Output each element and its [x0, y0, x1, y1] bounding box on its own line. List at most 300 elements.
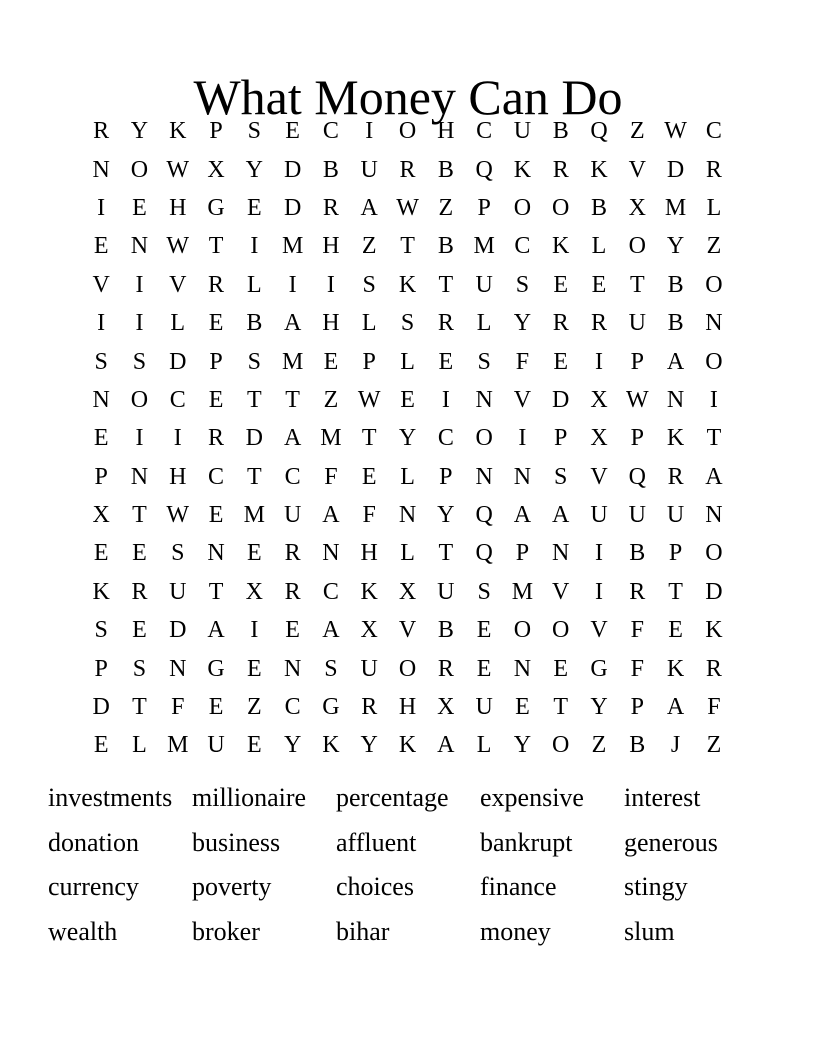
grid-letter: I [250, 617, 259, 644]
grid-letter: O [398, 655, 417, 682]
grid-letter: Q [628, 463, 646, 490]
grid-letter: Z [629, 118, 645, 145]
word-list-item: slum [624, 916, 675, 946]
word-list-item: business [192, 827, 281, 857]
grid-letter: Y [590, 694, 608, 721]
grid-letter: I [135, 425, 144, 452]
grid-letter: Z [438, 194, 454, 221]
grid-letter: F [707, 694, 721, 721]
word-list-item: finance [480, 872, 557, 902]
grid-letter: R [322, 194, 339, 221]
word-list-item: money [480, 916, 551, 946]
grid-letter: K [666, 655, 685, 682]
grid-letter: V [92, 271, 110, 298]
grid-letter: E [208, 694, 224, 721]
grid-letter: K [92, 578, 110, 605]
word-list-item: investments [48, 783, 173, 812]
grid-letter: W [664, 118, 687, 145]
grid-letter: U [628, 502, 646, 529]
grid-letter: R [93, 118, 110, 145]
grid-letter: S [324, 655, 338, 682]
grid-letter: C [322, 118, 339, 145]
grid-letter: A [552, 502, 570, 529]
grid-row [82, 381, 733, 419]
word-list-item: poverty [192, 872, 272, 902]
grid-letter: O [130, 386, 149, 413]
grid-row [82, 227, 733, 265]
grid-letter: L [170, 310, 186, 337]
grid-letter: C [284, 463, 301, 490]
grid-letter: B [629, 540, 646, 567]
grid-letter: R [284, 578, 301, 605]
grid-letter: V [590, 463, 608, 490]
grid-letter: R [131, 578, 148, 605]
grid-letter: S [94, 348, 108, 375]
grid-letter: H [322, 310, 340, 337]
grid-letter: Y [513, 732, 532, 759]
grid-letter: M [473, 233, 495, 260]
grid-letter: N [92, 386, 110, 413]
grid-letter: Y [130, 118, 149, 145]
grid-letter: P [630, 425, 644, 452]
grid-letter: A [513, 502, 532, 529]
grid-letter: E [132, 617, 147, 644]
grid-letter: X [590, 386, 608, 413]
grid-letter: U [169, 578, 187, 605]
grid-letter: K [360, 578, 378, 605]
grid-letter: E [553, 271, 569, 298]
grid-row [82, 688, 733, 726]
grid-letter: D [169, 617, 187, 644]
grid-letter: C [476, 118, 493, 145]
grid-letter: T [438, 540, 454, 567]
grid-letter: B [591, 194, 608, 221]
word-list [48, 778, 778, 956]
grid-letter: C [284, 694, 301, 721]
grid-row [82, 150, 733, 188]
grid-letter: S [132, 348, 147, 375]
grid-letter: E [361, 463, 377, 490]
grid-letter: O [705, 348, 723, 375]
word-list-item: percentage [336, 783, 449, 812]
grid-letter: G [207, 194, 225, 221]
letter-grid [82, 112, 733, 765]
grid-letter: D [245, 425, 263, 452]
grid-letter: R [705, 655, 722, 682]
grid-letter: F [324, 463, 338, 490]
grid-letter: R [591, 310, 608, 337]
word-list-item: affluent [336, 827, 417, 857]
grid-letter: U [666, 502, 685, 529]
grid-letter: E [553, 348, 569, 375]
grid-letter: E [93, 732, 109, 759]
grid-letter: P [630, 348, 644, 375]
grid-letter: E [208, 310, 224, 337]
grid-letter: Q [475, 156, 493, 183]
grid-letter: P [630, 694, 644, 721]
grid-letter: F [515, 348, 530, 375]
grid-letter: O [398, 118, 417, 145]
grid-letter: G [590, 655, 608, 682]
grid-letter: I [135, 310, 144, 337]
grid-letter: W [166, 502, 190, 529]
grid-letter: F [630, 617, 644, 644]
grid-letter: V [169, 271, 187, 298]
word-list-item: generous [624, 827, 718, 857]
grid-letter: B [437, 617, 454, 644]
grid-letter: N [705, 502, 723, 529]
grid-letter: A [322, 617, 340, 644]
grid-letter: H [169, 194, 187, 221]
grid-letter: A [283, 425, 302, 452]
grid-letter: N [283, 655, 302, 682]
grid-letter: B [629, 732, 646, 759]
grid-letter: A [207, 617, 225, 644]
grid-letter: H [322, 233, 340, 260]
grid-letter: C [437, 425, 454, 452]
grid-letter: E [247, 732, 262, 759]
grid-letter: B [552, 118, 569, 145]
grid-letter: I [97, 194, 106, 221]
grid-letter: E [515, 694, 530, 721]
grid-letter: H [360, 540, 378, 567]
grid-letter: D [92, 694, 110, 721]
grid-letter: E [400, 386, 415, 413]
grid-letter: K [513, 156, 532, 183]
grid-letter: T [285, 386, 300, 413]
grid-letter: L [132, 732, 147, 759]
grid-letter: Z [361, 233, 377, 260]
grid-letter: R [361, 694, 378, 721]
grid-letter: S [247, 118, 262, 145]
grid-letter: O [552, 732, 570, 759]
grid-letter: N [322, 540, 340, 567]
grid-letter: N [513, 655, 532, 682]
grid-letter: L [476, 732, 492, 759]
grid-letter: A [666, 694, 685, 721]
grid-letter: X [245, 578, 263, 605]
grid-letter: R [284, 540, 301, 567]
grid-letter: T [706, 425, 722, 452]
grid-letter: E [208, 386, 224, 413]
grid-letter: S [171, 540, 185, 567]
grid-letter: X [628, 194, 646, 221]
grid-letter: U [513, 118, 532, 145]
grid-letter: R [399, 156, 416, 183]
grid-letter: X [92, 502, 110, 529]
grid-letter: K [398, 271, 417, 298]
grid-letter: I [595, 578, 603, 605]
grid-row [82, 189, 733, 227]
grid-letter: E [247, 540, 262, 567]
word-list-item: broker [192, 916, 260, 946]
grid-letter: C [322, 578, 339, 605]
grid-row [82, 611, 733, 649]
grid-letter: O [705, 540, 723, 567]
grid-letter: E [438, 348, 454, 375]
grid-letter: V [513, 386, 532, 413]
grid-letter: J [670, 732, 681, 759]
grid-letter: S [247, 348, 262, 375]
grid-letter: S [362, 271, 376, 298]
grid-letter: E [93, 425, 109, 452]
grid-letter: I [518, 425, 527, 452]
grid-letter: U [360, 156, 378, 183]
grid-letter: I [326, 271, 335, 298]
grid-letter: N [552, 540, 570, 567]
word-list-item: stingy [624, 872, 688, 902]
grid-letter: T [132, 502, 147, 529]
grid-letter: O [475, 425, 493, 452]
grid-letter: K [322, 732, 340, 759]
grid-letter: K [705, 617, 723, 644]
grid-letter: L [476, 310, 492, 337]
grid-letter: P [515, 540, 530, 567]
grid-letter: T [208, 578, 224, 605]
word-list-item: expensive [480, 783, 584, 812]
grid-letter: Z [247, 694, 262, 721]
grid-letter: S [477, 348, 491, 375]
grid-row [82, 649, 733, 687]
grid-letter: R [437, 655, 454, 682]
grid-letter: P [209, 348, 223, 375]
grid-letter: I [135, 271, 144, 298]
grid-letter: D [283, 156, 302, 183]
grid-letter: L [400, 463, 415, 490]
grid-letter: M [281, 233, 304, 260]
word-list-item: donation [48, 827, 139, 857]
grid-letter: M [281, 348, 304, 375]
grid-letter: E [668, 617, 683, 644]
grid-letter: E [132, 194, 147, 221]
grid-letter: S [132, 655, 147, 682]
grid-letter: G [207, 655, 225, 682]
grid-letter: Q [590, 118, 608, 145]
grid-letter: L [591, 233, 607, 260]
grid-letter: I [365, 118, 374, 145]
grid-letter: N [513, 463, 532, 490]
grid-letter: Q [475, 502, 493, 529]
grid-letter: Y [666, 233, 685, 260]
grid-letter: Z [323, 386, 339, 413]
grid-letter: U [628, 310, 646, 337]
grid-letter: V [552, 578, 570, 605]
grid-letter: B [667, 310, 684, 337]
grid-letter: E [93, 540, 109, 567]
grid-letter: E [247, 194, 262, 221]
grid-letter: Y [360, 732, 378, 759]
word-list-item: millionaire [192, 783, 307, 812]
grid-letter: N [130, 463, 149, 490]
grid-letter: N [92, 156, 110, 183]
grid-letter: U [360, 655, 378, 682]
grid-letter: L [706, 194, 722, 221]
grid-letter: E [285, 118, 300, 145]
word-list-item: choices [336, 872, 414, 902]
grid-letter: O [130, 156, 149, 183]
grid-letter: K [169, 118, 187, 145]
word-list-item: wealth [48, 916, 118, 946]
grid-letter: P [94, 463, 108, 490]
grid-letter: L [400, 540, 415, 567]
grid-letter: O [513, 617, 532, 644]
grid-letter: E [247, 655, 262, 682]
grid-letter: S [515, 271, 530, 298]
grid-letter: V [398, 617, 417, 644]
grid-letter: E [208, 502, 224, 529]
grid-letter: Z [706, 732, 722, 759]
grid-letter: N [705, 310, 723, 337]
grid-letter: X [590, 425, 608, 452]
grid-letter: E [93, 233, 109, 260]
grid-row [82, 534, 733, 572]
grid-letter: E [476, 655, 492, 682]
grid-letter: E [132, 540, 147, 567]
grid-letter: F [171, 694, 185, 721]
grid-letter: O [513, 194, 532, 221]
grid-letter: E [553, 655, 569, 682]
grid-letter: P [668, 540, 683, 567]
grid-letter: L [400, 348, 415, 375]
grid-letter: S [554, 463, 568, 490]
grid-letter: N [475, 463, 493, 490]
grid-letter: Y [437, 502, 455, 529]
grid-letter: T [553, 694, 569, 721]
grid-letter: M [511, 578, 534, 605]
grid-letter: D [552, 386, 570, 413]
grid-letter: N [475, 386, 493, 413]
grid-letter: N [130, 233, 149, 260]
grid-letter: V [590, 617, 608, 644]
grid-letter: P [94, 655, 108, 682]
grid-letter: R [437, 310, 454, 337]
grid-letter: U [437, 578, 455, 605]
grid-letter: H [437, 118, 455, 145]
grid-row [82, 342, 733, 380]
grid-letter: Y [245, 156, 263, 183]
word-list-item: bihar [336, 916, 390, 946]
grid-letter: K [552, 233, 570, 260]
grid-letter: W [166, 233, 190, 260]
grid-letter: T [668, 578, 683, 605]
grid-letter: K [398, 732, 417, 759]
grid-letter: T [208, 233, 224, 260]
grid-letter: B [437, 156, 454, 183]
grid-row [82, 496, 733, 534]
grid-letter: D [705, 578, 723, 605]
grid-letter: I [709, 386, 718, 413]
grid-letter: A [666, 348, 685, 375]
grid-letter: W [166, 156, 190, 183]
grid-letter: F [362, 502, 376, 529]
grid-letter: S [477, 578, 491, 605]
grid-letter: B [667, 271, 684, 298]
grid-letter: U [590, 502, 608, 529]
grid-letter: B [322, 156, 339, 183]
grid-letter: I [595, 540, 603, 567]
grid-letter: C [705, 118, 722, 145]
grid-letter: X [398, 578, 417, 605]
grid-letter: W [625, 386, 649, 413]
grid-letter: U [283, 502, 302, 529]
grid-letter: D [169, 348, 187, 375]
word-list-item: bankrupt [480, 827, 573, 857]
grid-letter: Y [283, 732, 302, 759]
grid-letter: I [173, 425, 182, 452]
grid-letter: S [400, 310, 415, 337]
grid-letter: D [666, 156, 685, 183]
grid-letter: Q [475, 540, 493, 567]
grid-letter: R [552, 156, 569, 183]
grid-letter: T [247, 463, 262, 490]
word-list-item: currency [48, 872, 139, 902]
grid-letter: I [97, 310, 106, 337]
grid-letter: R [705, 156, 722, 183]
grid-letter: A [283, 310, 302, 337]
page-title: What Money Can Do [193, 68, 623, 125]
grid-letter: N [666, 386, 685, 413]
grid-letter: T [361, 425, 377, 452]
grid-letter: M [664, 194, 687, 221]
grid-letter: X [360, 617, 378, 644]
grid-letter: M [243, 502, 265, 529]
grid-letter: X [437, 694, 455, 721]
grid-letter: Z [706, 233, 722, 260]
grid-letter: A [705, 463, 723, 490]
grid-letter: M [320, 425, 342, 452]
grid-letter: H [398, 694, 417, 721]
grid-letter: W [396, 194, 419, 221]
grid-letter: P [362, 348, 376, 375]
grid-letter: O [628, 233, 646, 260]
grid-letter: A [360, 194, 378, 221]
grid-letter: H [169, 463, 187, 490]
grid-letter: X [207, 156, 225, 183]
grid-letter: B [246, 310, 263, 337]
grid-letter: P [209, 118, 223, 145]
grid-row [82, 112, 733, 150]
grid-letter: U [475, 271, 493, 298]
grid-letter: U [207, 732, 225, 759]
grid-letter: Y [513, 310, 532, 337]
grid-letter: K [590, 156, 608, 183]
grid-row [82, 573, 733, 611]
grid-letter: E [476, 617, 492, 644]
grid-letter: I [250, 233, 259, 260]
grid-letter: C [514, 233, 531, 260]
grid-letter: R [629, 578, 646, 605]
grid-letter: S [94, 617, 108, 644]
grid-letter: G [322, 694, 340, 721]
grid-letter: L [361, 310, 377, 337]
grid-letter: O [705, 271, 723, 298]
grid-letter: M [167, 732, 189, 759]
grid-letter: I [441, 386, 450, 413]
grid-letter: T [132, 694, 147, 721]
grid-letter: R [208, 425, 225, 452]
grid-letter: N [207, 540, 225, 567]
grid-letter: N [398, 502, 417, 529]
grid-letter: P [477, 194, 491, 221]
grid-letter: R [667, 463, 684, 490]
grid-letter: L [247, 271, 262, 298]
grid-letter: D [283, 194, 302, 221]
grid-letter: P [554, 425, 568, 452]
grid-letter: A [322, 502, 340, 529]
grid-letter: U [475, 694, 493, 721]
grid-letter: C [208, 463, 225, 490]
grid-letter: O [552, 194, 570, 221]
